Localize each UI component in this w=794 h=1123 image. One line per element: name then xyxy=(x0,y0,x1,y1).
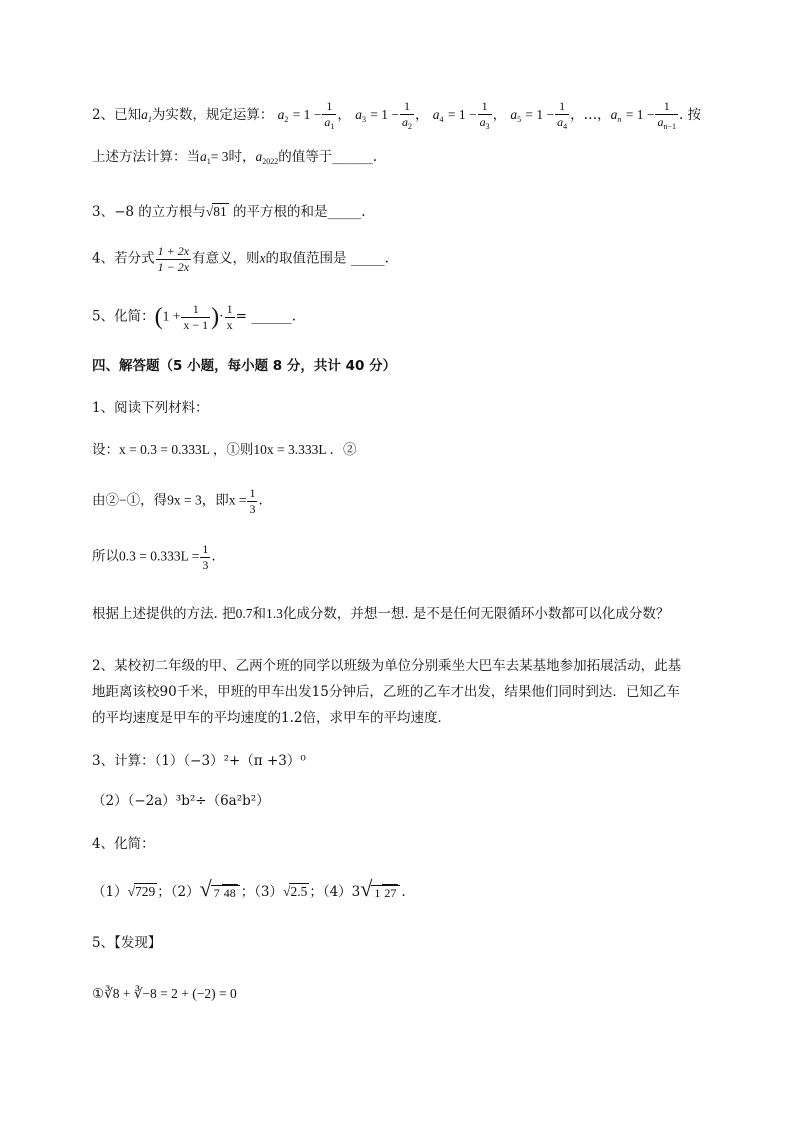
fraction-item4: $\frac{1 + 2x}{1 - 2x}$ xyxy=(157,244,190,274)
item2-cond: = 3时， xyxy=(210,149,256,164)
q1-line2-text: 由②−①，得9x = 3，即x = xyxy=(92,492,247,508)
fraction-one-third-2: $\frac{1}{3}$ xyxy=(202,542,209,572)
q1-line4-text1: 根据上述提供的方法. 把 xyxy=(92,606,236,622)
s4-q4-intro: 4、化简： xyxy=(92,836,155,852)
q4-p1: （1） xyxy=(92,884,128,900)
seq-term-4: $a_4 = 1$ − $\frac{1}{a_3}$ xyxy=(432,99,490,131)
s4-q4-line: （1）√729 ；（2）√ 7 48 ；（3）√2.5 ；（4）3√ 1 27 . xyxy=(92,876,406,901)
s4-q1-line1 xyxy=(92,443,356,458)
sqrt-2-5: 2.5 xyxy=(290,884,308,899)
sqrt-1-27: 1 27 xyxy=(371,885,400,900)
seq-term-5: $a_5 = 1$ − $\frac{1}{a_4}$ xyxy=(510,99,568,131)
item2-blank: 的值等于______. xyxy=(278,149,378,165)
s4-q5-intro: 5、【发现】 xyxy=(92,935,162,951)
seq-term-2: $a_2 = 1$ − $\frac{1}{a_1}$ xyxy=(277,99,335,131)
s4-q3-line2: （2）（−2a）³b²÷（6a²b²） xyxy=(92,793,270,809)
fraction-one-third: $\frac{1}{3}$ xyxy=(249,486,256,516)
item2-line2-text: 上述方法计算：当 xyxy=(92,149,200,165)
sub-1: 1 xyxy=(147,114,152,124)
sqrt-7-48: 7 48 xyxy=(211,885,240,900)
q4-p2: ；（2） xyxy=(157,884,200,900)
item4-text2: 有意义，则 xyxy=(192,250,260,267)
q1-line4-and: 和 xyxy=(252,606,266,622)
s4-q1-line3: 所以0.3 = 0.333L = $\frac{1}{3}$ . xyxy=(92,542,216,572)
item4-text1: 4、若分式 xyxy=(92,250,155,267)
sqrt-729: 729 xyxy=(135,884,156,899)
q4-p4: ；（4）3 xyxy=(309,884,361,900)
q1-line4-text2: 化成分数，并想一想. 是不是任何无限循环小数都可以化成分数？ xyxy=(282,606,670,622)
s4-q2-line2: 地距离该校90千米，甲班的甲车出发15分钟后，乙班的乙车才出发，结果他们同时到达．已知乙车 xyxy=(92,684,680,700)
item4-text3: 的取值范围是 _____. xyxy=(265,250,389,267)
q3-item3: 3、−8 的立方根与√81 的平方根的和是_____. xyxy=(92,204,366,220)
fraction-1-over-x: $\frac{1}{x}$ xyxy=(226,302,233,332)
seq-term-3: $a_3 = 1$ − $\frac{1}{a_2}$ xyxy=(355,99,412,131)
q3-item2-line2: 上述方法计算：当$a_1= 3$时，$a_{2022}$的值等于______. xyxy=(92,149,378,166)
item3-text2: 的平方根的和是_____. xyxy=(228,204,366,220)
q3-item4 xyxy=(92,245,389,273)
s4-q2-line3: 的平均速度是甲车的平均速度的1.2倍，求甲车的平均速度． xyxy=(92,710,451,726)
s4-q2-line1: 2、某校初二年级的甲、乙两个班的同学以班级为单位分别乘坐大巴车去某基地参加拓展活动，此基 xyxy=(92,658,682,674)
q1-line1-prefix: 设： xyxy=(92,442,119,458)
item5-inner: 1 + xyxy=(162,308,181,324)
s4-q1-intro: 1、阅读下列材料： xyxy=(92,400,209,416)
fraction-1-over-x-1: $\frac{1}{x - 1}$ xyxy=(183,302,209,332)
sqrt-81: 81 xyxy=(213,204,227,219)
item5-text2: = ______. xyxy=(235,308,297,325)
item2-prefix: 2、已知 xyxy=(92,106,142,123)
q1-line1-math: x = 0.3 = 0.333L ，①则10x = 3.333L ．② xyxy=(119,442,357,457)
s4-q3-line1: 3、计算：（1）（−3）²+（π +3）⁰ xyxy=(92,753,306,769)
q3-item5: 5、化简：(1 + $\frac{1}{x - 1}$ )· $\frac{1}{x}$ = ______. xyxy=(92,302,297,332)
repeating-0-7: 0.7 xyxy=(235,606,253,621)
s4-q1-line2: 由②−①，得9x = 3，即x = $\frac{1}{3}$ . xyxy=(92,486,263,516)
q4-p3: ；（3） xyxy=(240,884,284,900)
item3-text1: 3、−8 的立方根与 xyxy=(92,204,206,220)
section4-title: 四、解答题（5 小题，每小题 8 分，共计 40 分） xyxy=(92,358,397,374)
var-x: x xyxy=(259,250,266,266)
seq-term-n: $a_n = 1$ − $\frac{1}{a_{n-1}}$ xyxy=(610,99,676,131)
ellipsis: ，…， xyxy=(570,106,611,123)
target-sub: 2022 xyxy=(262,157,279,166)
var-a1: a xyxy=(141,106,148,122)
item2-text: 为实数，规定运算： xyxy=(151,106,274,123)
q1-line3-text: 所以0.3 = 0.333L = xyxy=(92,548,200,564)
item5-text1: 5、化简： xyxy=(92,308,155,325)
s4-q5-line1: ①∛8 + ∛−8 = 2 + (−2) = 0 xyxy=(92,986,237,1001)
repeating-1-3: 1.3 xyxy=(265,606,283,621)
item2-tail: . 按 xyxy=(678,106,702,123)
q3-item2-line1: 2、已知$a_1$为实数，规定运算： $a_2 = 1$ − $\frac{1}{a_1}$ ， $a_3 = 1$ − $\frac{1}{a_2}$ ， $a_4 = 1$ − $\frac{1}{a_3}$ ， $a_5 = 1$ − $\frac{1}{a_4}$ ，…，$a_n = 1$ − $\frac{1}{a_{n-1}}$ . 按 xyxy=(92,99,702,131)
s4-q1-line4 xyxy=(92,607,669,622)
